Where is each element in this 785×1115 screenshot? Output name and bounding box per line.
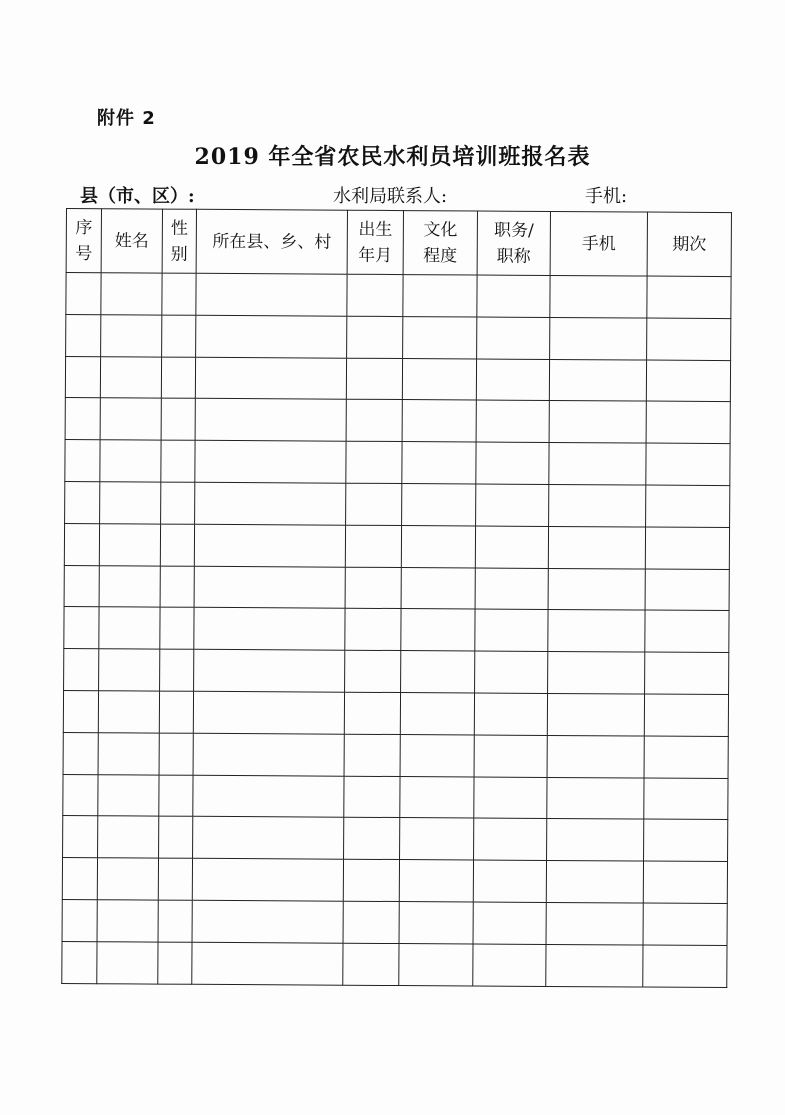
table-cell[interactable] [343,901,399,943]
table-cell[interactable] [646,401,730,443]
table-cell[interactable] [62,899,97,941]
table-cell[interactable] [344,692,400,734]
column-header-title: 职务/ 职称 [477,211,550,275]
column-header-session: 期次 [647,212,731,277]
table-row [66,273,731,319]
table-cell[interactable] [195,399,346,442]
table-cell[interactable] [644,694,728,736]
table-cell[interactable] [547,735,644,777]
table-cell[interactable] [647,276,731,318]
table-cell[interactable] [643,861,727,903]
table-cell[interactable] [159,775,193,817]
table-cell[interactable] [347,274,403,316]
table-cell[interactable] [97,858,158,900]
table-cell[interactable] [158,942,192,984]
table-cell[interactable] [475,609,548,651]
phone-label: 手机: [585,186,628,207]
table-cell[interactable] [192,900,343,943]
table-row [63,690,728,736]
table-cell[interactable] [644,736,728,778]
column-header-name: 姓名 [101,209,162,273]
table-row [64,649,729,695]
table-row [64,523,729,569]
table-cell[interactable] [474,777,547,819]
table-cell[interactable] [159,691,193,733]
table-cell[interactable] [647,318,731,360]
table-cell[interactable] [473,860,546,902]
table-cell[interactable] [346,441,402,483]
table-row [65,440,730,486]
table-cell[interactable] [64,649,99,691]
table-cell[interactable] [159,816,193,858]
table-cell[interactable] [400,734,474,776]
table-cell[interactable] [547,819,644,861]
table-cell[interactable] [402,484,476,526]
table-cell[interactable] [193,733,344,776]
table-cell[interactable] [193,691,344,734]
table-cell[interactable] [346,358,402,400]
table-cell[interactable] [65,356,100,398]
table-cell[interactable] [643,945,727,987]
table-cell[interactable] [63,816,98,858]
table-cell[interactable] [345,525,401,567]
table-cell[interactable] [98,774,159,816]
table-row [62,858,727,904]
table-cell[interactable] [548,610,645,652]
table-cell[interactable] [343,943,399,985]
table-cell[interactable] [99,649,160,691]
table-row [65,356,730,402]
table-cell[interactable] [474,693,547,735]
table-cell[interactable] [65,440,100,482]
table-cell[interactable] [403,275,477,317]
table-row [63,732,728,778]
table-cell[interactable] [193,817,344,860]
column-header-phone: 手机 [550,211,647,276]
table-cell[interactable] [194,566,345,609]
table-cell[interactable] [161,398,195,440]
table-cell[interactable] [347,316,403,358]
table-cell[interactable] [476,359,549,401]
table-cell[interactable] [477,317,550,359]
table-cell[interactable] [160,524,194,566]
table-cell[interactable] [344,818,400,860]
table-cell[interactable] [399,943,473,985]
table-cell[interactable] [66,314,101,356]
table-cell[interactable] [645,610,729,652]
table-cell[interactable] [646,443,730,485]
table-cell[interactable] [161,482,195,524]
column-header-gender: 性 别 [162,209,196,273]
table-cell[interactable] [162,273,196,315]
table-cell[interactable] [345,567,401,609]
table-row [63,816,728,862]
table-cell[interactable] [475,526,548,568]
table-cell[interactable] [549,359,646,401]
table-cell[interactable] [473,902,546,944]
table-cell[interactable] [158,858,192,900]
table-cell[interactable] [101,315,162,357]
table-cell[interactable] [343,859,399,901]
table-cell[interactable] [159,733,193,775]
table-cell[interactable] [550,275,647,317]
table-cell[interactable] [646,360,730,402]
table-cell[interactable] [195,440,346,483]
table-cell[interactable] [346,483,402,525]
table-cell[interactable] [196,315,347,358]
table-cell[interactable] [99,565,160,607]
table-cell[interactable] [65,481,100,523]
table-cell[interactable] [645,569,729,611]
table-cell[interactable] [643,903,727,945]
table-cell[interactable] [160,566,194,608]
table-header-row [66,209,731,277]
table-cell[interactable] [345,650,401,692]
table-cell[interactable] [645,652,729,694]
table-cell[interactable] [97,900,158,942]
table-cell[interactable] [63,732,98,774]
table-cell[interactable] [194,649,345,692]
table-row [64,607,729,653]
table-cell[interactable] [400,776,474,818]
column-header-seq: 序 号 [66,209,101,273]
table-cell[interactable] [546,944,643,986]
table-cell[interactable] [64,565,99,607]
table-cell[interactable] [160,607,194,649]
table-cell[interactable] [402,400,476,442]
table-cell[interactable] [100,398,161,440]
table-cell[interactable] [476,442,549,484]
table-cell[interactable] [192,942,343,985]
table-cell[interactable] [645,527,729,569]
table-cell[interactable] [400,693,474,735]
table-cell[interactable] [64,607,99,649]
table-row [62,899,727,945]
table-cell[interactable] [550,317,647,359]
table-cell[interactable] [549,484,646,526]
table-cell[interactable] [162,315,196,357]
table-cell[interactable] [549,443,646,485]
table-row [66,314,731,360]
table-cell[interactable] [399,860,473,902]
column-header-birth: 出生 年月 [347,210,403,274]
table-cell[interactable] [401,609,475,651]
table-cell[interactable] [194,608,345,651]
registration-table [61,208,732,988]
table-cell[interactable] [101,273,162,315]
table-cell[interactable] [62,941,97,983]
table-cell[interactable] [474,818,547,860]
table-cell[interactable] [161,357,195,399]
table-cell[interactable] [474,735,547,777]
table-cell[interactable] [345,609,401,651]
table-cell[interactable] [194,524,345,567]
table-row [63,774,728,820]
table-row [64,565,729,611]
attachment-label: 附件 2 [97,108,156,129]
table-cell[interactable] [62,858,97,900]
form-title: 2019 年全省农民水利员培训班报名表 [194,144,591,170]
table-cell[interactable] [100,440,161,482]
table-cell[interactable] [99,607,160,649]
table-cell[interactable] [401,525,475,567]
table-row [65,398,730,444]
table-cell[interactable] [158,900,192,942]
table-cell[interactable] [99,523,160,565]
column-header-education: 文化 程度 [403,211,477,275]
table-cell[interactable] [100,356,161,398]
table-cell[interactable] [66,273,101,315]
table-cell[interactable] [644,819,728,861]
county-label: 县（市、区）: [80,186,195,207]
table-cell[interactable] [546,902,643,944]
table-cell[interactable] [196,273,347,316]
table-cell[interactable] [400,818,474,860]
table-cell[interactable] [548,526,645,568]
table-cell[interactable] [548,652,645,694]
table-cell[interactable] [63,774,98,816]
table-cell[interactable] [475,568,548,610]
table-cell[interactable] [475,651,548,693]
table-cell[interactable] [344,734,400,776]
table-cell[interactable] [548,568,645,610]
table-cell[interactable] [476,484,549,526]
table-cell[interactable] [401,567,475,609]
table-cell[interactable] [98,691,159,733]
table-cell[interactable] [195,482,346,525]
table-row [62,941,727,987]
table-cell[interactable] [63,690,98,732]
table-cell[interactable] [160,649,194,691]
column-header-location: 所在县、乡、村 [196,209,347,274]
table-cell[interactable] [100,482,161,524]
table-cell[interactable] [547,693,644,735]
table-cell[interactable] [346,400,402,442]
contact-label: 水利局联系人: [333,186,448,207]
table-cell[interactable] [64,523,99,565]
table-row [65,481,730,527]
table-cell[interactable] [195,357,346,400]
table-cell[interactable] [399,902,473,944]
table-cell[interactable] [473,944,546,986]
table-cell[interactable] [161,440,195,482]
table-cell[interactable] [549,401,646,443]
table-cell[interactable] [476,400,549,442]
table-cell[interactable] [97,941,158,983]
table-cell[interactable] [547,777,644,819]
table-cell[interactable] [192,858,343,901]
table-cell[interactable] [98,732,159,774]
table-cell[interactable] [403,316,477,358]
table-cell[interactable] [98,816,159,858]
table-cell[interactable] [402,442,476,484]
table-cell[interactable] [644,778,728,820]
table-cell[interactable] [477,275,550,317]
table-cell[interactable] [646,485,730,527]
table-cell[interactable] [65,398,100,440]
table-cell[interactable] [193,775,344,818]
table-cell[interactable] [344,776,400,818]
table-cell[interactable] [402,358,476,400]
table-cell[interactable] [401,651,475,693]
table-cell[interactable] [546,861,643,903]
